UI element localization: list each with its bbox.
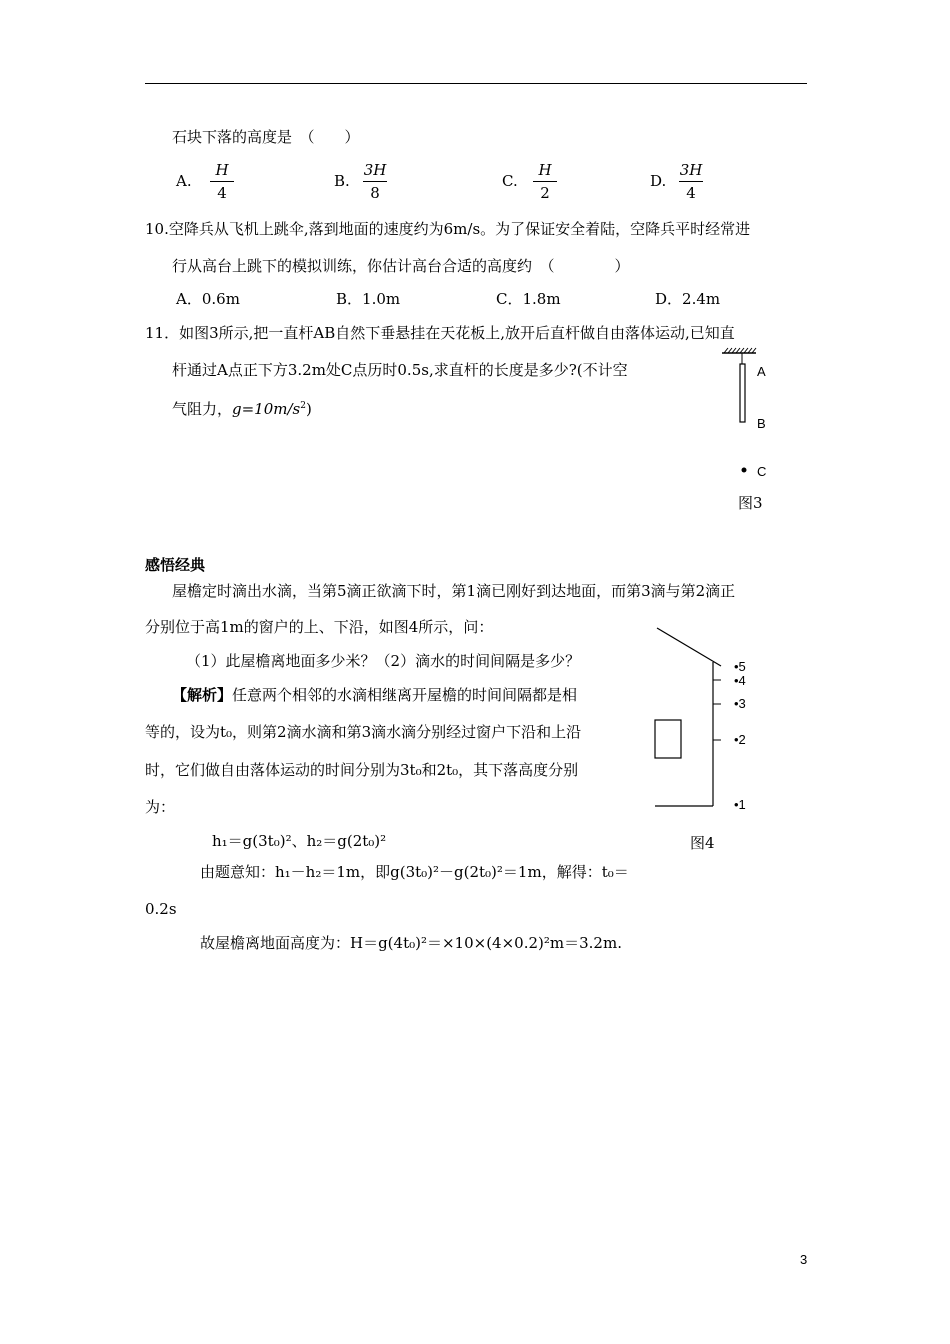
q9-option-a-fraction [207, 160, 237, 203]
figure-3-caption: 图3 [738, 494, 763, 512]
q9-option-d-fraction [676, 160, 706, 203]
analysis-line3: 时，它们做自由落体运动的时间分别为3t₀和2t₀，其下落高度分别 [145, 761, 579, 779]
q11-line2: 杆通过A点正下方3.2m处C点历时0.5s,求直杆的长度是多少?(不计空 [172, 361, 628, 379]
classic-p1: 屋檐定时滴出水滴，当第5滴正欲滴下时，第1滴已刚好到达地面，而第3滴与第2滴正 [172, 582, 736, 600]
q9-option-c-fraction [530, 160, 560, 203]
figure-3 [718, 345, 778, 480]
fraction-bar [210, 181, 234, 182]
q10-option-d: D．2.4m [655, 290, 721, 308]
header-rule [145, 83, 807, 84]
fraction-denominator: 4 [217, 184, 227, 202]
formula-condition: 由题意知：h₁－h₂＝1m，即g(3t₀)²－g(2t₀)²＝1m，解得：t₀＝ [200, 863, 629, 881]
q10-line2: 行从高台上跳下的模拟训练，你估计高台合适的高度约 （ ） [172, 257, 630, 275]
fraction-bar [533, 181, 557, 182]
section-heading: 感悟经典 [145, 556, 206, 574]
fraction-numerator: H [215, 161, 229, 179]
analysis-line4: 为： [145, 798, 176, 816]
q9-option-d-letter: D. [650, 172, 667, 190]
q10-option-b: B．1.0m [336, 290, 401, 308]
q9-stem: 石块下落的高度是 （ ） [172, 128, 360, 146]
fraction-denominator: 8 [370, 184, 380, 202]
window [655, 720, 681, 758]
q11-line3 [172, 396, 312, 419]
figure-3-label-c: C [757, 464, 767, 479]
figure-3-label-a: A [757, 364, 766, 379]
analysis-line2: 等的，设为t₀，则第2滴水滴和第3滴水滴分别经过窗户下沿和上沿 [145, 723, 582, 741]
figure-4-caption: 图4 [690, 834, 715, 852]
point-c-marker [742, 468, 747, 473]
drop-label-3: •3 [734, 696, 746, 711]
fraction-numerator: H [538, 161, 552, 179]
fraction-denominator: 4 [686, 184, 696, 202]
q11-gravity-exponent: 2 [300, 401, 306, 411]
q9-option-b-fraction [360, 160, 390, 203]
classic-p2: 分别位于高1m的窗户的上、下沿，如图4所示，问： [145, 618, 494, 636]
analysis-line1-text: 任意两个相邻的水滴相继离开屋檐的时间间隔都是相 [232, 686, 578, 704]
fraction-bar [363, 181, 387, 182]
formula-height-answer: 故屋檐离地面高度为：H＝g(4t₀)²＝×10×(4×0.2)²m＝3.2m. [200, 934, 622, 952]
roof-eave [657, 628, 721, 666]
q9-option-a-letter: A. [176, 172, 192, 190]
q11-line3-text: 气阻力， [172, 400, 233, 418]
analysis-tag: 【解析】 [172, 686, 233, 704]
rod-ab [740, 364, 745, 422]
formula-heights: h₁＝g(3t₀)²、h₂＝g(2t₀)² [212, 832, 387, 850]
classic-questions: （1）此屋檐离地面多少米？（2）滴水的时间间隔是多少？ [186, 652, 581, 670]
q11-line3-close: ) [305, 400, 312, 418]
q10-option-c: C．1.8m [496, 290, 561, 308]
fraction-bar [679, 181, 703, 182]
q11-gravity: g=10m/s [232, 400, 301, 418]
q9-option-c-letter: C. [502, 172, 518, 190]
q9-option-b-letter: B. [334, 172, 350, 190]
q11-line1: 11．如图3所示,把一直杆AB自然下垂悬挂在天花板上,放开后直杆做自由落体运动,已知直 [145, 324, 735, 342]
formula-result: 0.2s [145, 900, 177, 918]
q10-option-a: A．0.6m [176, 290, 240, 308]
drop-label-4: •4 [734, 673, 746, 688]
figure-3-label-b: B [757, 416, 766, 431]
fraction-denominator: 2 [540, 184, 550, 202]
figure-4 [645, 620, 765, 820]
page-number: 3 [800, 1252, 808, 1267]
drop-label-5: •5 [734, 659, 746, 674]
drop-label-2: •2 [734, 732, 746, 747]
fraction-numerator: 3H [363, 161, 387, 179]
drop-label-1: •1 [734, 797, 746, 812]
analysis-line1 [172, 685, 577, 705]
fraction-numerator: 3H [679, 161, 703, 179]
q10-line1: 10.空降兵从飞机上跳伞,落到地面的速度约为6m/s。为了保证安全着陆，空降兵平时经常进 [145, 220, 751, 238]
